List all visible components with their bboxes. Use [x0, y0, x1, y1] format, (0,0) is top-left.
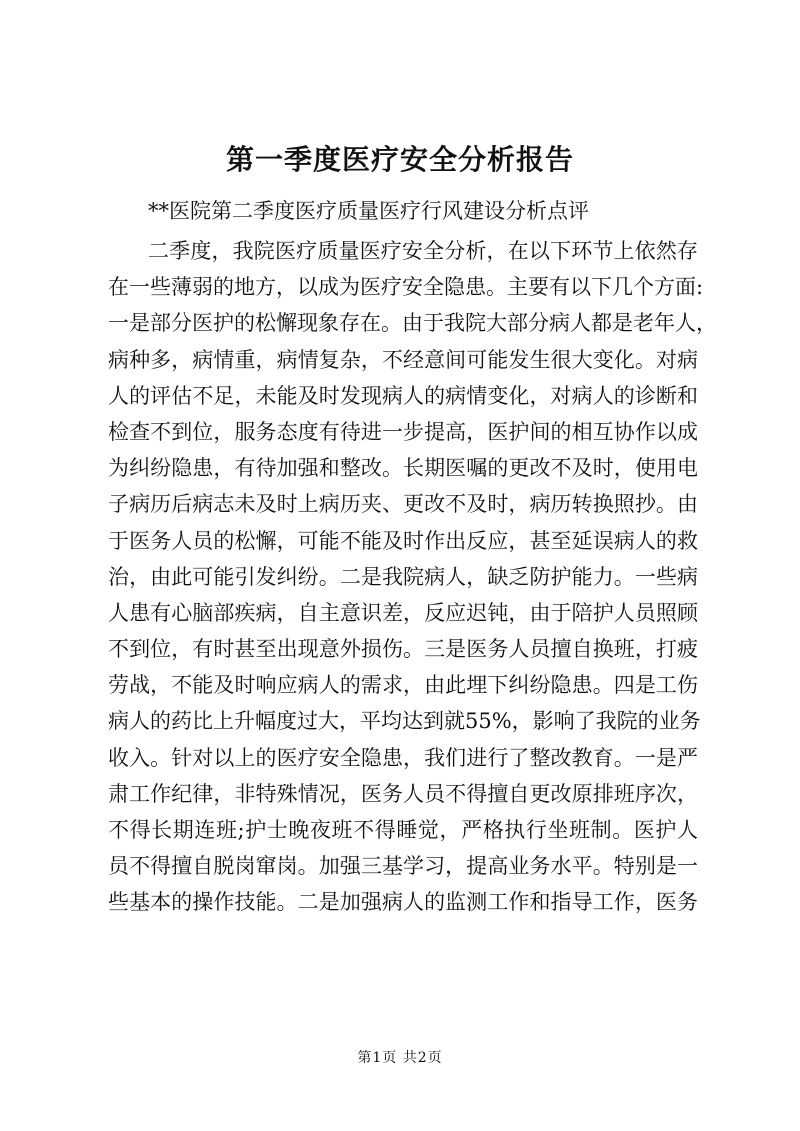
body-line: 治，由此可能引发纠纷。二是我院病人，缺乏防护能力。一些病: [108, 564, 698, 589]
body-line: 些基本的操作技能。二是加强病人的监测工作和指导工作，医务: [108, 890, 698, 915]
body-line: 为纠纷隐患，有待加强和整改。长期医嘱的更改不及时，使用电: [108, 456, 698, 481]
body-line: 收入。针对以上的医疗安全隐患，我们进行了整改教育。一是严: [108, 745, 698, 770]
body-line: 不得长期连班;护士晚夜班不得睡觉，严格执行坐班制。医护人: [108, 818, 698, 842]
body-line: 一是部分医护的松懈现象存在。由于我院大部分病人都是老年人，: [108, 311, 717, 336]
body-line: 子病历后病志未及时上病历夹、更改不及时，病历转换照抄。由: [108, 492, 698, 517]
body-line: 于医务人员的松懈，可能不能及时作出反应，甚至延误病人的救: [108, 528, 698, 553]
page-footer: 第1页 共2页: [357, 1050, 443, 1066]
body-line: 人患有心脑部疾病，自主意识差，反应迟钝，由于陪护人员照顾: [108, 600, 698, 625]
body-line: 在一些薄弱的地方，以成为医疗安全隐患。主要有以下几个方面:: [108, 275, 704, 300]
document-body: [108, 233, 717, 921]
body-line: 劳战，不能及时响应病人的需求，由此埋下纠纷隐患。四是工伤: [108, 673, 698, 698]
body-line: 病人的药比上升幅度过大，平均达到就55%，影响了我院的业务: [108, 709, 701, 734]
document-title: 第一季度医疗安全分析报告: [225, 143, 574, 176]
body-line: 不到位，有时甚至出现意外损伤。三是医务人员擅自换班，打疲: [108, 637, 698, 662]
body-line: 人的评估不足，未能及时发现病人的病情变化，对病人的诊断和: [108, 383, 698, 408]
body-line: 病种多，病情重，病情复杂，不经意间可能发生很大变化。对病: [108, 347, 698, 372]
body-line: 检查不到位，服务态度有待进一步提高，医护间的相互协作以成: [108, 419, 698, 444]
body-line: 二季度，我院医疗质量医疗安全分析，在以下环节上依然存: [148, 239, 698, 263]
body-line: 员不得擅自脱岗窜岗。加强三基学习，提高业务水平。特别是一: [108, 854, 698, 879]
body-line: 肃工作纪律，非特殊情况，医务人员不得擅自更改原排班序次，: [108, 781, 698, 806]
document-subtitle: **医院第二季度医疗质量医疗行风建设分析点评: [148, 199, 589, 223]
